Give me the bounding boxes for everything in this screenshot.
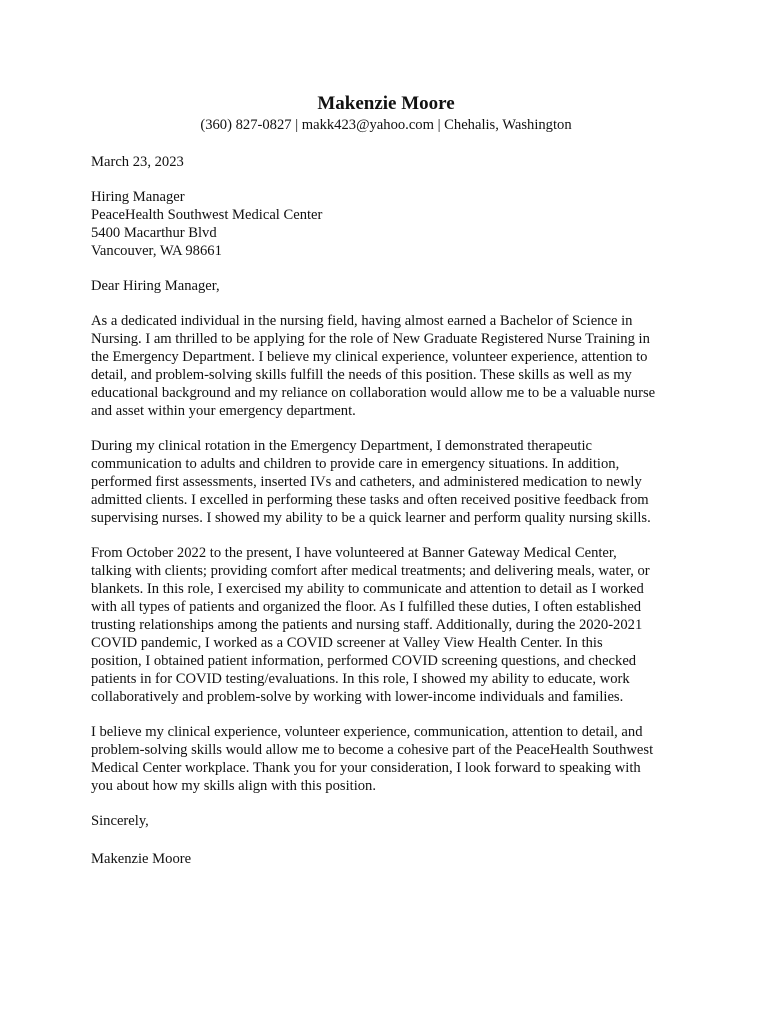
paragraph-line: communication to adults and children to provide care in emergency situations. In addition, — [91, 456, 620, 472]
paragraph-line: Nursing. I am thrilled to be applying for the role of New Graduate Registered Nurse Training in — [91, 331, 650, 347]
paragraph-line: educational background and my reliance on collaboration would allow me to be a valuable nurse — [91, 385, 656, 401]
recipient-title: Hiring Manager — [91, 189, 185, 205]
paragraph-line: supervising nurses. I showed my ability to be a quick learner and perform quality nursing skills. — [91, 510, 651, 526]
paragraph-line: COVID pandemic, I worked as a COVID screener at Valley View Health Center. In this — [91, 635, 603, 651]
recipient-address-block — [91, 188, 681, 260]
signature-name: Makenzie Moore — [91, 851, 192, 867]
paragraph-line: problem-solving skills would allow me to become a cohesive part of the PeaceHealth Southwest — [91, 742, 654, 758]
paragraph-line: collaboratively and problem-solve by working with lower-income individuals and families. — [91, 689, 624, 705]
closing-phrase: Sincerely, — [91, 813, 149, 829]
body-paragraph-3 — [91, 544, 681, 706]
paragraph-line: As a dedicated individual in the nursing field, having almost earned a Bachelor of Science in — [91, 313, 633, 329]
paragraph-line: detail, and problem-solving skills fulfill the needs of this position. These skills as well as my — [91, 367, 632, 383]
paragraph-line: with all types of patients and organized the floor. As I fulfilled these duties, I often established — [91, 599, 642, 615]
body-paragraph-2 — [91, 437, 681, 527]
paragraph-line: position, I obtained patient information, performed COVID screening questions, and checked — [91, 653, 637, 669]
paragraph-line: and asset within your emergency department. — [91, 403, 356, 419]
contact-info-line: (360) 827-0827 | makk423@yahoo.com | Chehalis, Washington — [200, 117, 572, 133]
salutation: Dear Hiring Manager, — [91, 278, 220, 294]
paragraph-line: Medical Center workplace. Thank you for your consideration, I look forward to speaking with — [91, 760, 641, 776]
paragraph-line: the Emergency Department. I believe my clinical experience, volunteer experience, attention to — [91, 349, 648, 365]
paragraph-line: patients in for COVID testing/evaluations. In this role, I showed my ability to educate, work — [91, 671, 630, 687]
paragraph-line: trusting relationships among the patients and nursing staff. Additionally, during the 2020-2021 — [91, 617, 643, 633]
paragraph-line: talking with clients; providing comfort after medical treatments; and delivering meals, water, or — [91, 563, 650, 579]
paragraph-line: admitted clients. I excelled in performing these tasks and often received positive feedback from — [91, 492, 649, 508]
body-paragraph-1 — [91, 312, 681, 420]
paragraph-line: performed first assessments, inserted IVs and catheters, and administered medication to newly — [91, 474, 642, 490]
letter-date: March 23, 2023 — [91, 154, 184, 170]
paragraph-line: From October 2022 to the present, I have volunteered at Banner Gateway Medical Center, — [91, 545, 617, 561]
paragraph-line: I believe my clinical experience, volunteer experience, communication, attention to detail, and — [91, 724, 643, 740]
recipient-organization: PeaceHealth Southwest Medical Center — [91, 207, 323, 223]
recipient-street: 5400 Macarthur Blvd — [91, 225, 217, 241]
body-paragraph-4 — [91, 723, 681, 795]
paragraph-line: you about how my skills align with this position. — [91, 778, 376, 794]
cover-letter-page — [91, 92, 681, 885]
recipient-city: Vancouver, WA 98661 — [91, 243, 222, 259]
paragraph-line: blankets. In this role, I exercised my ability to communicate and attention to detail as I worked — [91, 581, 644, 597]
paragraph-line: During my clinical rotation in the Emergency Department, I demonstrated therapeutic — [91, 438, 593, 454]
applicant-name-heading: Makenzie Moore — [317, 93, 455, 114]
